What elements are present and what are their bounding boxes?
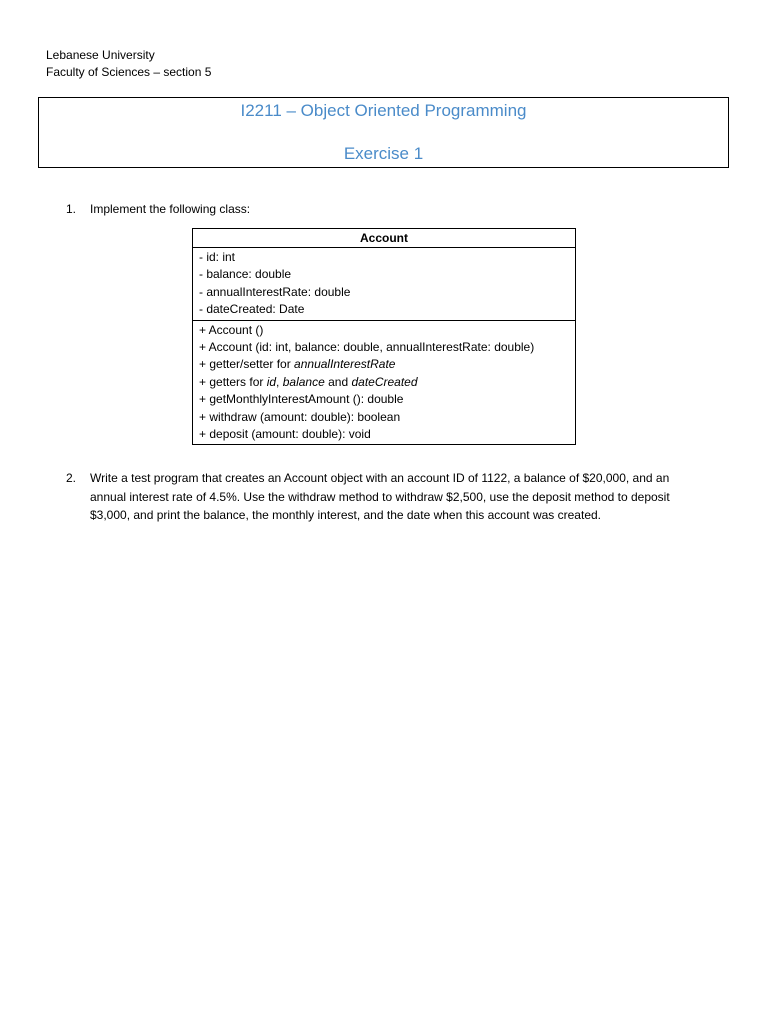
uml-method: + withdraw (amount: double): boolean <box>199 409 401 424</box>
uml-method <box>199 356 569 373</box>
question-1 <box>66 200 726 220</box>
uml-method-text: + getters for <box>199 374 267 389</box>
uml-methods <box>193 321 575 445</box>
uml-attribute: - annualInterestRate: double <box>199 284 351 299</box>
uml-method: + Account () <box>199 322 264 337</box>
uml-method-italic: id <box>266 374 277 389</box>
question-2 <box>66 469 726 529</box>
university-name: Lebanese University <box>46 48 155 62</box>
question-1-text: Implement the following class: <box>90 202 251 216</box>
question-2-line: $3,000, and print the balance, the monthly interest, and the date when this account was created. <box>90 508 601 522</box>
uml-method-text: + getter/setter for <box>199 357 295 372</box>
uml-method-italic: annualInterestRate <box>294 357 396 372</box>
uml-method: + getMonthlyInterestAmount (): double <box>199 392 404 407</box>
uml-attribute: - id: int <box>199 250 236 264</box>
question-2-line: annual interest rate of 4.5%. Use the withdraw method to withdraw $2,500, use the deposit method to deposit <box>90 489 670 504</box>
exercise-title: Exercise 1 <box>343 144 424 163</box>
uml-class-diagram <box>192 228 576 445</box>
uml-method: + deposit (amount: double): void <box>199 426 371 441</box>
question-2-text <box>90 469 720 525</box>
course-title: I2211 – Object Oriented Programming <box>240 101 527 120</box>
question-2-number: 2. <box>66 471 77 485</box>
question-2-line: Write a test program that creates an Account object with an account ID of 1122, a balance of $20,000, and an <box>90 471 670 485</box>
uml-class-name: Account <box>193 229 575 248</box>
uml-method-italic: balance <box>282 374 325 389</box>
uml-method-text: and <box>324 374 352 389</box>
uml-attribute: - dateCreated: Date <box>199 302 305 317</box>
title-box <box>38 97 729 168</box>
uml-attribute: - balance: double <box>199 267 292 282</box>
uml-method: + Account (id: int, balance: double, annualInterestRate: double) <box>199 339 535 354</box>
header-block <box>46 47 211 81</box>
uml-method-text: , <box>276 374 283 389</box>
uml-method-italic: dateCreated <box>351 374 418 389</box>
uml-attributes <box>193 248 575 321</box>
faculty-name: Faculty of Sciences – section 5 <box>46 65 212 79</box>
uml-method <box>199 374 569 391</box>
question-1-number: 1. <box>66 202 77 216</box>
